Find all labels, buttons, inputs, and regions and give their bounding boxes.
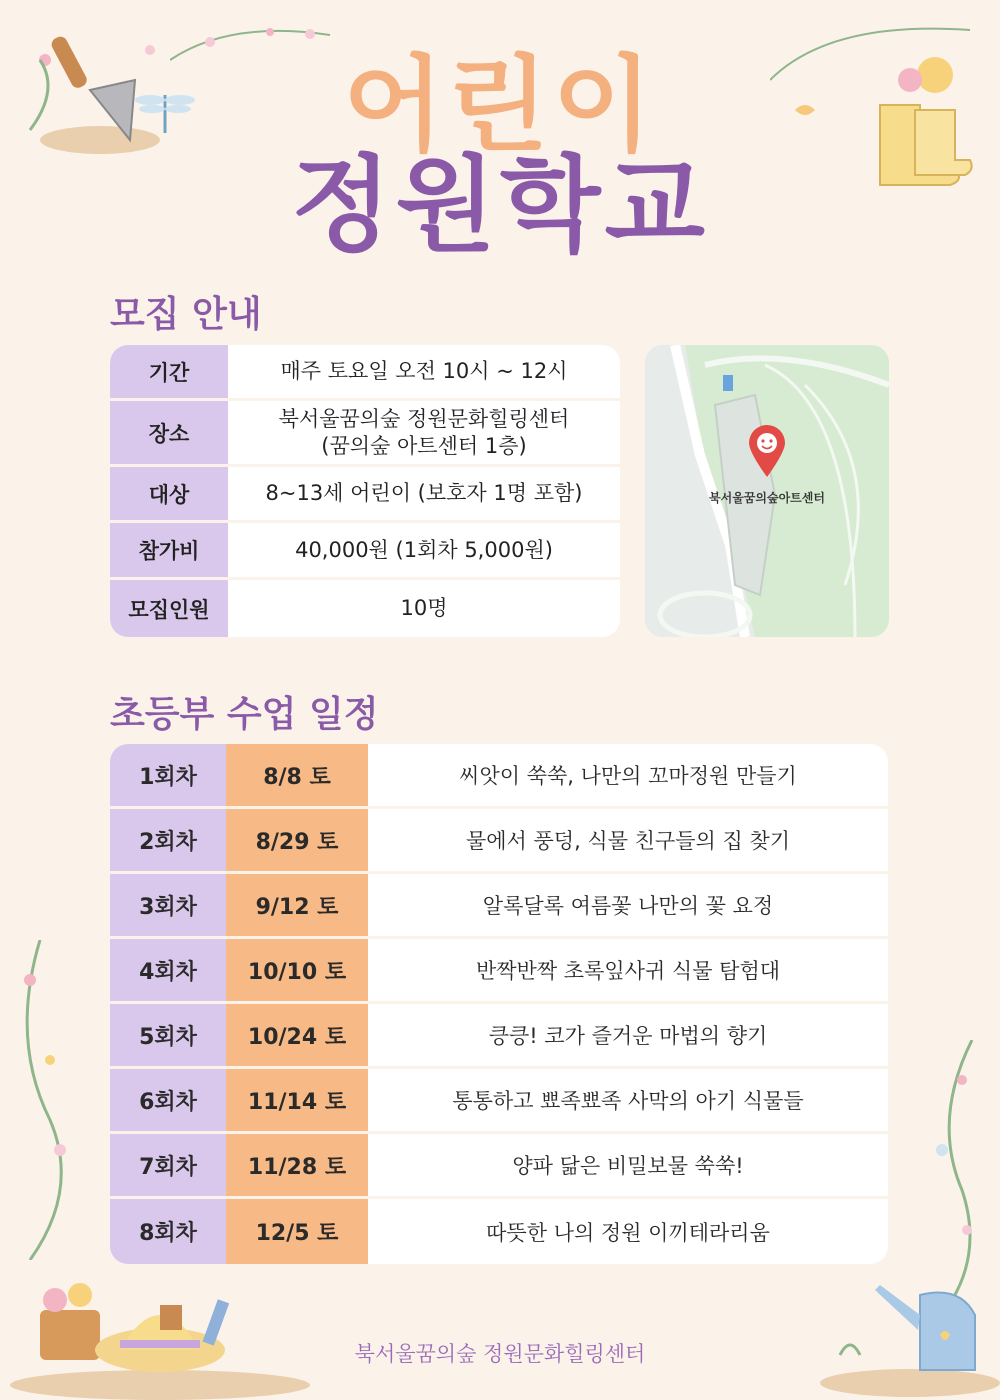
session-title: 킁킁! 코가 즐거운 마법의 향기 xyxy=(488,1024,768,1048)
title-line-2: 정원학교 xyxy=(291,144,709,266)
session-title: 알록달록 여름꽃 나만의 꽃 요정 xyxy=(482,894,774,918)
info-row-capacity xyxy=(110,580,620,637)
info-row-place xyxy=(110,401,620,467)
schedule-row xyxy=(110,1004,888,1069)
session-title: 통통하고 뾰족뾰족 사막의 아기 식물들 xyxy=(452,1089,804,1113)
recruit-info-table xyxy=(110,345,620,637)
recruit-heading: 모집 안내 xyxy=(110,294,262,335)
info-value xyxy=(228,345,620,398)
schedule-heading: 초등부 수업 일정 xyxy=(110,694,379,735)
info-key: 참가비 xyxy=(110,523,228,577)
session-title: 따뜻한 나의 정원 이끼테라리움 xyxy=(486,1220,770,1245)
schedule-row xyxy=(110,744,888,809)
session-date: 10/10 토 xyxy=(226,939,368,1001)
vine-left xyxy=(0,940,90,1260)
info-row-target xyxy=(110,467,620,523)
watering-can-illustration xyxy=(800,1255,1000,1400)
schedule-row xyxy=(110,809,888,874)
session-date: 11/28 토 xyxy=(226,1134,368,1196)
session-title: 반짝반짝 초록잎사귀 식물 탐험대 xyxy=(475,959,781,983)
session-date: 9/12 토 xyxy=(226,874,368,936)
info-key: 대상 xyxy=(110,467,228,520)
session-date: 10/24 토 xyxy=(226,1004,368,1066)
footer-organization: 북서울꿈의숲 정원문화힐링센터 xyxy=(354,1342,646,1366)
session-date: 8/8 토 xyxy=(226,744,368,806)
session-number: 8회차 xyxy=(110,1199,226,1264)
map-pin-icon[interactable] xyxy=(747,425,787,477)
session-number: 7회차 xyxy=(110,1134,226,1196)
session-date: 12/5 토 xyxy=(226,1199,368,1264)
session-date: 11/14 토 xyxy=(226,1069,368,1131)
info-row-period xyxy=(110,345,620,401)
info-row-fee xyxy=(110,523,620,580)
session-title: 씨앗이 쑥쑥, 나만의 꼬마정원 만들기 xyxy=(459,764,797,788)
schedule-row xyxy=(110,874,888,939)
info-value-line: 매주 토요일 오전 10시 ~ 12시 xyxy=(280,359,568,384)
session-number: 5회차 xyxy=(110,1004,226,1066)
session-number: 2회차 xyxy=(110,809,226,871)
title-line-1: 어린이 xyxy=(343,44,657,166)
session-date: 8/29 토 xyxy=(226,809,368,871)
session-title: 물에서 풍덩, 식물 친구들의 집 찾기 xyxy=(465,829,791,853)
info-value-line: 40,000원 (1회차 5,000원) xyxy=(295,537,553,562)
session-number: 6회차 xyxy=(110,1069,226,1131)
info-value-line: 10명 xyxy=(400,596,448,621)
schedule-row xyxy=(110,1134,888,1199)
schedule-row xyxy=(110,1199,888,1264)
session-title: 양파 닮은 비밀보물 쑥쑥! xyxy=(512,1154,744,1178)
info-value-line: 북서울꿈의숲 정원문화힐링센터 xyxy=(278,407,570,432)
info-value xyxy=(228,401,620,464)
location-map[interactable] xyxy=(645,345,889,637)
schedule-row xyxy=(110,1069,888,1134)
schedule-row xyxy=(110,939,888,1004)
info-value-line: 8~13세 어린이 (보호자 1명 포함) xyxy=(265,481,583,506)
session-number: 4회차 xyxy=(110,939,226,1001)
info-key: 모집인원 xyxy=(110,580,228,637)
session-number: 1회차 xyxy=(110,744,226,806)
info-value xyxy=(228,580,620,637)
info-value xyxy=(228,467,620,520)
schedule-table xyxy=(110,744,888,1264)
garden-hat-illustration xyxy=(10,1260,340,1400)
info-key: 장소 xyxy=(110,401,228,464)
map-location-label: 북서울꿈의숲아트센터 xyxy=(709,491,825,505)
session-number: 3회차 xyxy=(110,874,226,936)
info-value-line: (꿈의숲 아트센터 1층) xyxy=(321,433,527,458)
info-value xyxy=(228,523,620,577)
info-key: 기간 xyxy=(110,345,228,398)
